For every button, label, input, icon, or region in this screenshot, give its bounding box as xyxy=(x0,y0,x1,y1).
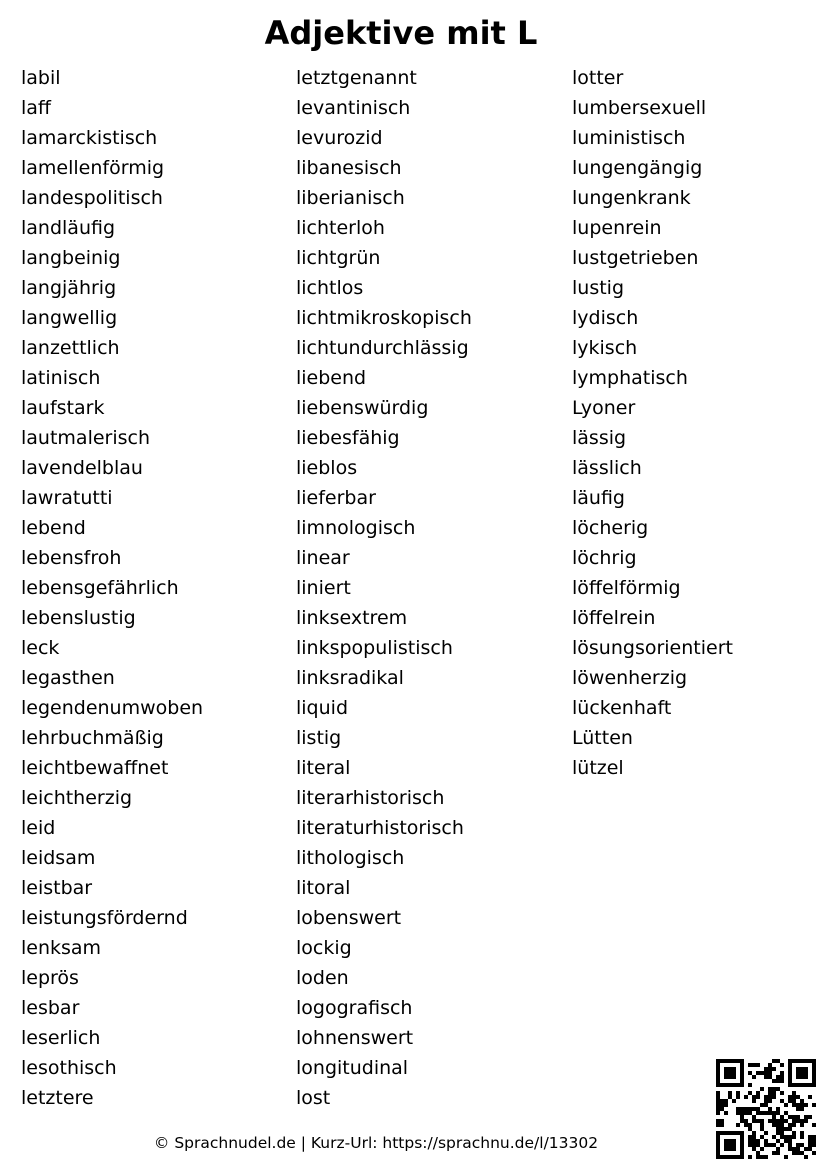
word-item: liquid xyxy=(296,697,348,719)
word-item: letztere xyxy=(21,1087,94,1109)
word-item: leck xyxy=(21,637,60,659)
word-item: leid xyxy=(21,817,56,839)
word-item: listig xyxy=(296,727,342,749)
word-item: Lyoner xyxy=(572,397,636,419)
word-item: lupenrein xyxy=(572,217,662,239)
word-item: lichtgrün xyxy=(296,247,381,269)
word-column-3 xyxy=(572,63,733,783)
word-item: lützel xyxy=(572,757,624,779)
word-item: lobenswert xyxy=(296,907,402,929)
word-item: lawratutti xyxy=(21,487,113,509)
word-item: lumbersexuell xyxy=(572,97,707,119)
word-item: linksradikal xyxy=(296,667,404,689)
word-item: lebensfroh xyxy=(21,547,122,569)
word-item: lichtundurchlässig xyxy=(296,337,469,359)
word-item: lehrbuchmäßig xyxy=(21,727,164,749)
word-item: lotter xyxy=(572,67,624,89)
word-item: leistbar xyxy=(21,877,93,899)
word-item: lückenhaft xyxy=(572,697,672,719)
word-item: langjährig xyxy=(21,277,117,299)
word-item: lustgetrieben xyxy=(572,247,699,269)
word-item: lykisch xyxy=(572,337,638,359)
word-item: liebend xyxy=(296,367,367,389)
word-item: latinisch xyxy=(21,367,101,389)
word-item: lichterloh xyxy=(296,217,385,239)
word-item: lässlich xyxy=(572,457,642,479)
word-item: luministisch xyxy=(572,127,686,149)
word-item: leserlich xyxy=(21,1027,101,1049)
word-item: leistungsfördernd xyxy=(21,907,188,929)
word-item: lenksam xyxy=(21,937,102,959)
word-item: lamellenförmig xyxy=(21,157,165,179)
word-item: lebenslustig xyxy=(21,607,136,629)
word-item: langwellig xyxy=(21,307,118,329)
word-item: loden xyxy=(296,967,349,989)
word-item: libanesisch xyxy=(296,157,402,179)
word-item: legendenumwoben xyxy=(21,697,204,719)
word-item: Lütten xyxy=(572,727,633,749)
word-item: lösungsorientiert xyxy=(572,637,733,659)
word-item: linksextrem xyxy=(296,607,408,629)
footer-credit: © Sprachnudel.de | Kurz-Url: https://sprachnu.de/l/13302 xyxy=(153,1134,599,1152)
word-column-1 xyxy=(21,63,203,1113)
word-item: lungengängig xyxy=(572,157,703,179)
word-item: lungenkrank xyxy=(572,187,691,209)
word-item: logografisch xyxy=(296,997,413,1019)
qr-code-icon[interactable] xyxy=(716,1059,816,1159)
word-item: lost xyxy=(296,1087,331,1109)
word-item: linear xyxy=(296,547,350,569)
word-item: laff xyxy=(21,97,52,119)
word-item: levurozid xyxy=(296,127,383,149)
word-item: lohnenswert xyxy=(296,1027,414,1049)
word-item: lebensgefährlich xyxy=(21,577,179,599)
word-item: langbeinig xyxy=(21,247,121,269)
word-item: landespolitisch xyxy=(21,187,163,209)
page-title: Adjektive mit L xyxy=(264,14,538,52)
word-item: lamarckistisch xyxy=(21,127,158,149)
word-item: lavendelblau xyxy=(21,457,143,479)
word-item: lanzettlich xyxy=(21,337,120,359)
word-item: landläufig xyxy=(21,217,116,239)
word-item: löffelförmig xyxy=(572,577,681,599)
word-item: legasthen xyxy=(21,667,115,689)
word-item: lebend xyxy=(21,517,86,539)
word-item: longitudinal xyxy=(296,1057,409,1079)
word-item: liniert xyxy=(296,577,351,599)
word-item: liebesfähig xyxy=(296,427,400,449)
word-item: lockig xyxy=(296,937,352,959)
word-item: lesbar xyxy=(21,997,80,1019)
word-item: literaturhistorisch xyxy=(296,817,464,839)
word-item: lithologisch xyxy=(296,847,405,869)
word-item: leichtherzig xyxy=(21,787,133,809)
word-item: läufig xyxy=(572,487,625,509)
word-item: lautmalerisch xyxy=(21,427,151,449)
word-item: leprös xyxy=(21,967,79,989)
word-item: literal xyxy=(296,757,351,779)
word-item: löwenherzig xyxy=(572,667,688,689)
word-item: lichtmikroskopisch xyxy=(296,307,472,329)
word-item: lichtlos xyxy=(296,277,364,299)
word-item: lieferbar xyxy=(296,487,376,509)
word-item: lydisch xyxy=(572,307,639,329)
word-item: lässig xyxy=(572,427,627,449)
word-item: literarhistorisch xyxy=(296,787,445,809)
word-item: levantinisch xyxy=(296,97,411,119)
word-column-2 xyxy=(296,63,472,1113)
word-item: löchrig xyxy=(572,547,637,569)
word-item: lieblos xyxy=(296,457,358,479)
word-item: löffelrein xyxy=(572,607,656,629)
word-item: labil xyxy=(21,67,61,89)
word-item: lustig xyxy=(572,277,625,299)
word-item: letztgenannt xyxy=(296,67,417,89)
word-item: löcherig xyxy=(572,517,649,539)
word-item: liebenswürdig xyxy=(296,397,429,419)
word-item: linkspopulistisch xyxy=(296,637,453,659)
word-item: leichtbewaffnet xyxy=(21,757,169,779)
word-item: lesothisch xyxy=(21,1057,117,1079)
word-item: limnologisch xyxy=(296,517,416,539)
word-item: lymphatisch xyxy=(572,367,688,389)
word-item: laufstark xyxy=(21,397,105,419)
word-item: litoral xyxy=(296,877,351,899)
word-item: leidsam xyxy=(21,847,96,869)
word-item: liberianisch xyxy=(296,187,405,209)
